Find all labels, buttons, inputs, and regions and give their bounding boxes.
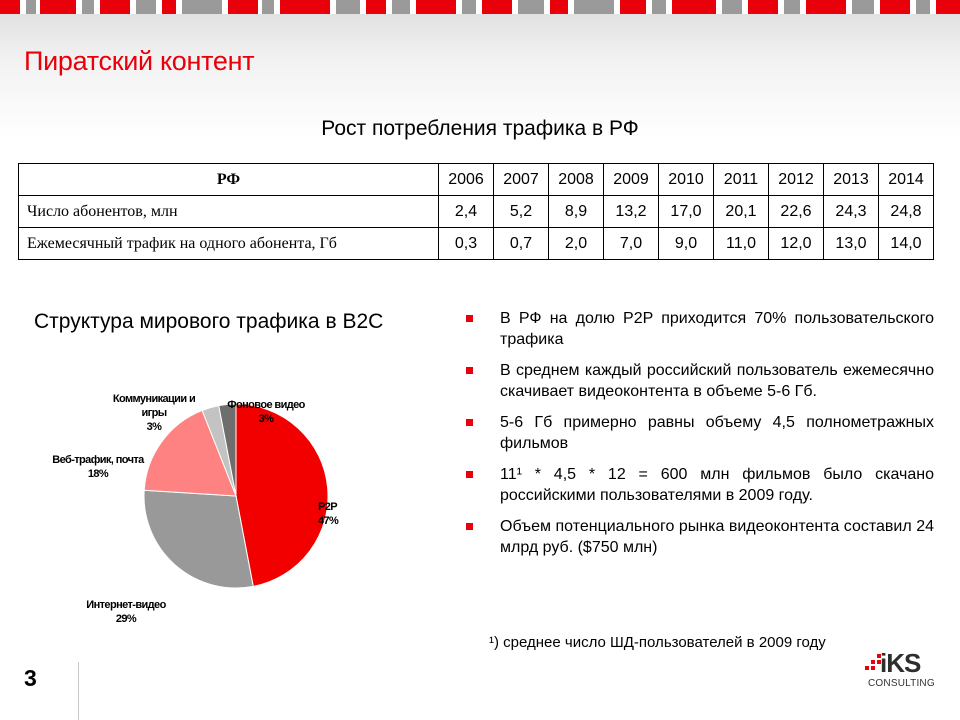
table-cell: 0,7 [494, 228, 549, 260]
top-decorative-band [0, 0, 960, 14]
year-header: 2007 [494, 164, 549, 196]
traffic-table [18, 163, 934, 260]
table-header-row [19, 164, 934, 196]
pie-label-value: 3% [258, 413, 274, 425]
logo-subtext: CONSULTING [868, 678, 935, 689]
table-cell: 20,1 [714, 196, 769, 228]
slide-title: Пиратский контент [24, 46, 255, 76]
bullet-square-icon [466, 419, 473, 426]
table-cell: 9,0 [659, 228, 714, 260]
pie-label-web [30, 453, 166, 481]
pie-label-value: 29% [115, 613, 137, 625]
table-header-label: РФ [19, 164, 439, 196]
band-block [518, 0, 544, 14]
band-block [0, 0, 20, 14]
pie-label-communications [100, 392, 208, 434]
pie-label-name: Фоновое видео [227, 399, 305, 411]
table-cell: 2,4 [439, 196, 494, 228]
band-block [462, 0, 476, 14]
bullet-square-icon [466, 471, 473, 478]
bullet-list [466, 308, 934, 568]
table-title: Рост потребления трафика в РФ [321, 117, 639, 140]
table-cell: 2,0 [549, 228, 604, 260]
year-header: 2009 [604, 164, 659, 196]
pie-slice [144, 490, 253, 588]
table-row [19, 196, 934, 228]
company-logo [862, 648, 942, 694]
band-block [182, 0, 222, 14]
year-header: 2012 [769, 164, 824, 196]
logo-text: iKS [880, 648, 921, 678]
band-block [620, 0, 646, 14]
year-header: 2010 [659, 164, 714, 196]
band-block [26, 0, 36, 14]
pie-label-name: Веб-трафик, почта [52, 454, 144, 466]
band-block [550, 0, 568, 14]
band-block [852, 0, 874, 14]
footer-divider [78, 662, 79, 720]
band-block [262, 0, 274, 14]
table-cell: 22,6 [769, 196, 824, 228]
pie-label-name: P2P [318, 501, 337, 513]
band-block [82, 0, 94, 14]
pie-slice [236, 404, 328, 586]
band-block [392, 0, 410, 14]
band-block [748, 0, 778, 14]
table-cell: 7,0 [604, 228, 659, 260]
pie-chart [0, 380, 420, 640]
table-cell: 24,8 [879, 196, 934, 228]
band-block [336, 0, 360, 14]
bullet-square-icon [466, 523, 473, 530]
list-item: 11¹ * 4,5 * 12 = 600 млн фильмов было скачано российскими пользователями в 2009 году. [466, 464, 934, 506]
pie-label-value: 18% [87, 468, 109, 480]
bullet-square-icon [466, 315, 473, 322]
table-cell: 14,0 [879, 228, 934, 260]
band-block [784, 0, 800, 14]
band-block [672, 0, 716, 14]
pie-label-name: Интернет-видео [86, 599, 166, 611]
band-block [136, 0, 156, 14]
table-cell: 12,0 [769, 228, 824, 260]
band-block [416, 0, 456, 14]
band-block [880, 0, 910, 14]
list-item: В РФ на долю P2P приходится 70% пользовательского трафика [466, 308, 934, 350]
table-row [19, 228, 934, 260]
band-block [100, 0, 130, 14]
band-block [806, 0, 846, 14]
year-header: 2008 [549, 164, 604, 196]
band-block [652, 0, 666, 14]
pie-chart-title: Структура мирового трафика в B2C [34, 310, 384, 333]
table-cell: 5,2 [494, 196, 549, 228]
table-cell: 11,0 [714, 228, 769, 260]
band-block [482, 0, 512, 14]
row-label-traffic: Ежемесячный трафик на одного абонента, Гб [19, 228, 439, 260]
bullet-square-icon [466, 367, 473, 374]
band-block [722, 0, 742, 14]
band-block [280, 0, 330, 14]
year-header: 2011 [714, 164, 769, 196]
band-block [574, 0, 614, 14]
pie-label-background-video [214, 398, 318, 426]
page-number: 3 [24, 665, 37, 691]
band-block [40, 0, 76, 14]
list-item: Объем потенциального рынка видеоконтента составил 24 млрд руб. ($750 млн) [466, 516, 934, 558]
table-cell: 17,0 [659, 196, 714, 228]
band-block [936, 0, 960, 14]
band-block [162, 0, 176, 14]
footnote: ¹) среднее число ШД-пользователей в 2009 году [489, 634, 826, 651]
pie-label-internet-video [66, 598, 186, 626]
row-label-subscribers: Число абонентов, млн [19, 196, 439, 228]
table-cell: 0,3 [439, 228, 494, 260]
year-header: 2006 [439, 164, 494, 196]
pie-label-p2p [318, 500, 338, 528]
table-cell: 8,9 [549, 196, 604, 228]
band-block [228, 0, 258, 14]
pie-label-value: 47% [318, 515, 339, 527]
year-header: 2014 [879, 164, 934, 196]
list-item: 5-6 Гб примерно равны объему 4,5 полнометражных фильмов [466, 412, 934, 454]
list-item: В среднем каждый российский пользователь ежемесячно скачивает видеоконтента в объеме 5-6 Гб. [466, 360, 934, 402]
pie-label-value: 3% [146, 421, 162, 433]
band-block [916, 0, 930, 14]
year-header: 2013 [824, 164, 879, 196]
band-block [366, 0, 386, 14]
table-cell: 24,3 [824, 196, 879, 228]
pie-label-name: Коммуникации и игры [112, 393, 196, 419]
table-cell: 13,0 [824, 228, 879, 260]
table-cell: 13,2 [604, 196, 659, 228]
